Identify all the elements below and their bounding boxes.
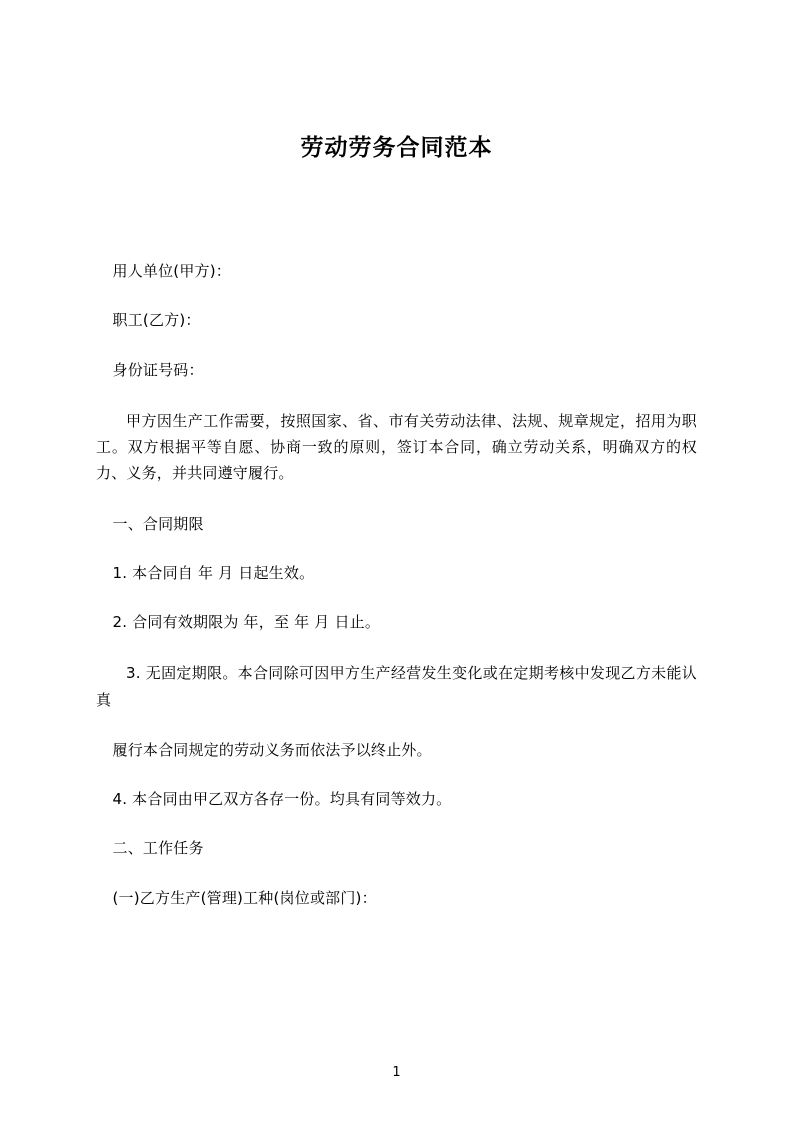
clause-2-1: (一)乙方生产(管理)工种(岗位或部门)： xyxy=(112,888,377,907)
clause-1-3-continued: 履行本合同规定的劳动义务而依法予以终止外。 xyxy=(112,740,432,759)
clause-1-4: 4. 本合同由甲乙双方各存一份。均具有同等效力。 xyxy=(112,790,452,809)
heading-section-1: 一、合同期限 xyxy=(112,514,204,533)
document-body xyxy=(96,260,697,910)
clause-1-2: 2. 合同有效期限为 年，至 年 月 日止。 xyxy=(112,613,381,632)
paragraph-employee: 职工(乙方)： xyxy=(112,311,201,330)
paragraph-preamble: 甲方因生产工作需要，按照国家、省、市有关劳动法律、法规、规章规定，招用为职工。双方根据平等自愿、协商一致的原则，签订本合同，确立劳动关系，明确双方的权力、义务，并共同遵守履行。 xyxy=(96,411,697,483)
paragraph-employer: 用人单位(甲方)： xyxy=(112,262,232,281)
clause-1-3: 3. 无固定期限。本合同除可因甲方生产经营发生变化或在定期考核中发现乙方未能认真 xyxy=(96,664,697,709)
paragraph-id-number: 身份证号码： xyxy=(112,360,204,379)
page-number: 1 xyxy=(392,1065,401,1080)
clause-1-1: 1. 本合同自 年 月 日起生效。 xyxy=(112,563,315,582)
page-title: 劳动劳务合同范本 xyxy=(300,135,493,161)
heading-section-2: 二、工作任务 xyxy=(112,839,204,858)
